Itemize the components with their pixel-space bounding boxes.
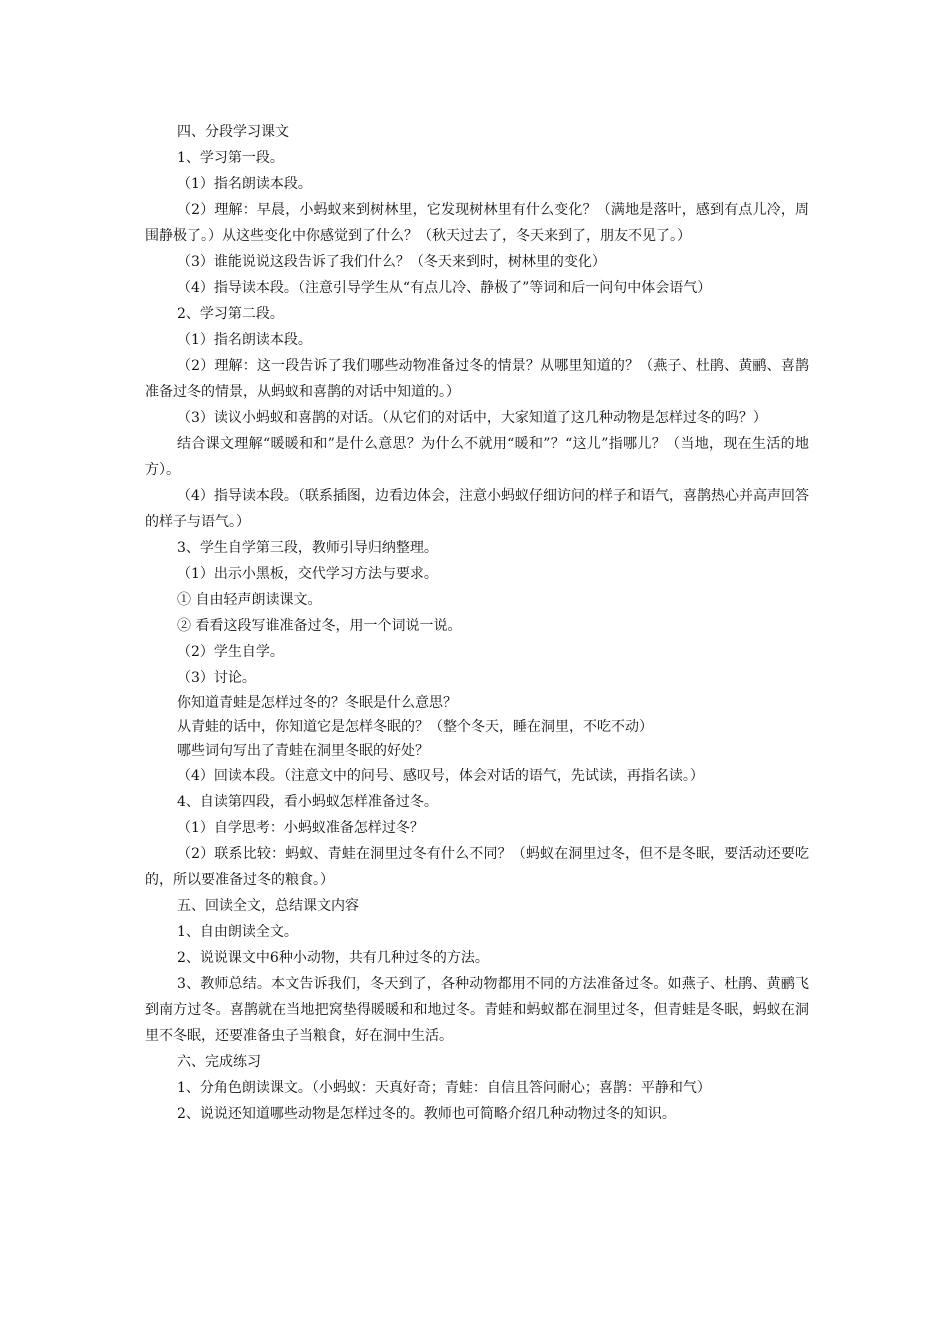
question-line: 你知道青蛙是怎样过冬的？冬眠是什么意思？	[177, 695, 457, 711]
paragraph: （4）指导读本段。（联系插图，边看边体会，注意小蚂蚁仔细访问的样子和语气，喜鹊热心并高声回答的样子与语气。）	[145, 488, 809, 530]
paragraph: （2）联系比较：蚂蚁、青蛙在洞里过冬有什么不同？（蚂蚁在洞里过冬，但不是冬眠，要活动还要吃的，所以要准备过冬的粮食。）	[145, 846, 809, 888]
subsection-heading: 3、学生自学第三段，教师引导归纳整理。	[177, 540, 438, 556]
paragraph: 2、说说课文中6种小动物，共有几种过冬的方法。	[177, 950, 489, 966]
paragraph: （2）学生自学。	[177, 644, 284, 660]
paragraph: （1）出示小黑板，交代学习方法与要求。	[177, 566, 438, 582]
paragraph: 1、自由朗读全文。	[177, 924, 298, 940]
paragraph: （3）讨论。	[177, 670, 256, 686]
paragraph: 结合课文理解“暖暖和和”是什么意思？为什么不就用“暖和”？“这儿”指哪儿？（当地，现在生活的地方）。	[145, 436, 809, 478]
list-item: ② 看看这段写谁准备过冬，用一个词说一说。	[177, 618, 462, 634]
list-item: ① 自由轻声朗读课文。	[177, 592, 322, 608]
paragraph: （1）指名朗读本段。	[177, 332, 312, 348]
paragraph: （2）理解：早晨，小蚂蚁来到树林里，它发现树林里有什么变化？（满地是落叶，感到有点儿冷，周围静极了。）从这些变化中你感觉到了什么？（秋天过去了，冬天来到了，朋友不见了。）	[145, 202, 809, 244]
paragraph: （2）理解：这一段告诉了我们哪些动物准备过冬的情景？从哪里知道的？（燕子、杜鹃、黄鹂、喜鹊准备过冬的情景，从蚂蚁和喜鹊的对话中知道的。）	[145, 358, 809, 400]
question-line: 哪些词句写出了青蛙在洞里冬眠的好处？	[177, 743, 429, 759]
paragraph: （3）读议小蚂蚁和喜鹊的对话。（从它们的对话中，大家知道了这几种动物是怎样过冬的吗？）	[177, 410, 767, 426]
paragraph: （3）谁能说说这段告诉了我们什么？（冬天来到时，树林里的变化）	[177, 254, 606, 270]
paragraph: 1、分角色朗读课文。（小蚂蚁：天真好奇；青蛙：自信且答问耐心；喜鹊：平静和气）	[177, 1080, 711, 1096]
subsection-heading: 2、学习第二段。	[177, 306, 284, 322]
paragraph: （4）回读本段。（注意文中的问号、感叹号，体会对话的语气，先试读，再指名读。）	[177, 768, 704, 784]
paragraph: （1）自学思考：小蚂蚁准备怎样过冬？	[177, 820, 424, 836]
subsection-heading: 4、自读第四段，看小蚂蚁怎样准备过冬。	[177, 794, 438, 810]
section-heading: 六、完成练习	[177, 1054, 261, 1070]
section-heading: 五、回读全文，总结课文内容	[177, 898, 359, 914]
paragraph: 2、说说还知道哪些动物是怎样过冬的。教师也可简略介绍几种动物过冬的知识。	[177, 1106, 676, 1122]
subsection-heading: 1、学习第一段。	[177, 150, 284, 166]
paragraph: （4）指导读本段。（注意引导学生从“有点儿冷、静极了”等词和后一问句中体会语气）	[177, 280, 712, 296]
document-body	[145, 119, 809, 1127]
paragraph: 3、教师总结。本文告诉我们，冬天到了，各种动物都用不同的方法准备过冬。如燕子、杜鹃、黄鹂飞到南方过冬。喜鹊就在当地把窝垫得暖暖和和地过冬。青蛙和蚂蚁都在洞里过冬，但青蛙是冬眠，蚂蚁在洞里不冬眠，还要准备虫子当粮食，好在洞中生活。	[145, 976, 809, 1044]
question-line: 从青蛙的话中，你知道它是怎样冬眠的？（整个冬天，睡在洞里，不吃不动）	[177, 719, 653, 735]
paragraph: （1）指名朗读本段。	[177, 176, 312, 192]
section-heading: 四、分段学习课文	[177, 124, 289, 140]
